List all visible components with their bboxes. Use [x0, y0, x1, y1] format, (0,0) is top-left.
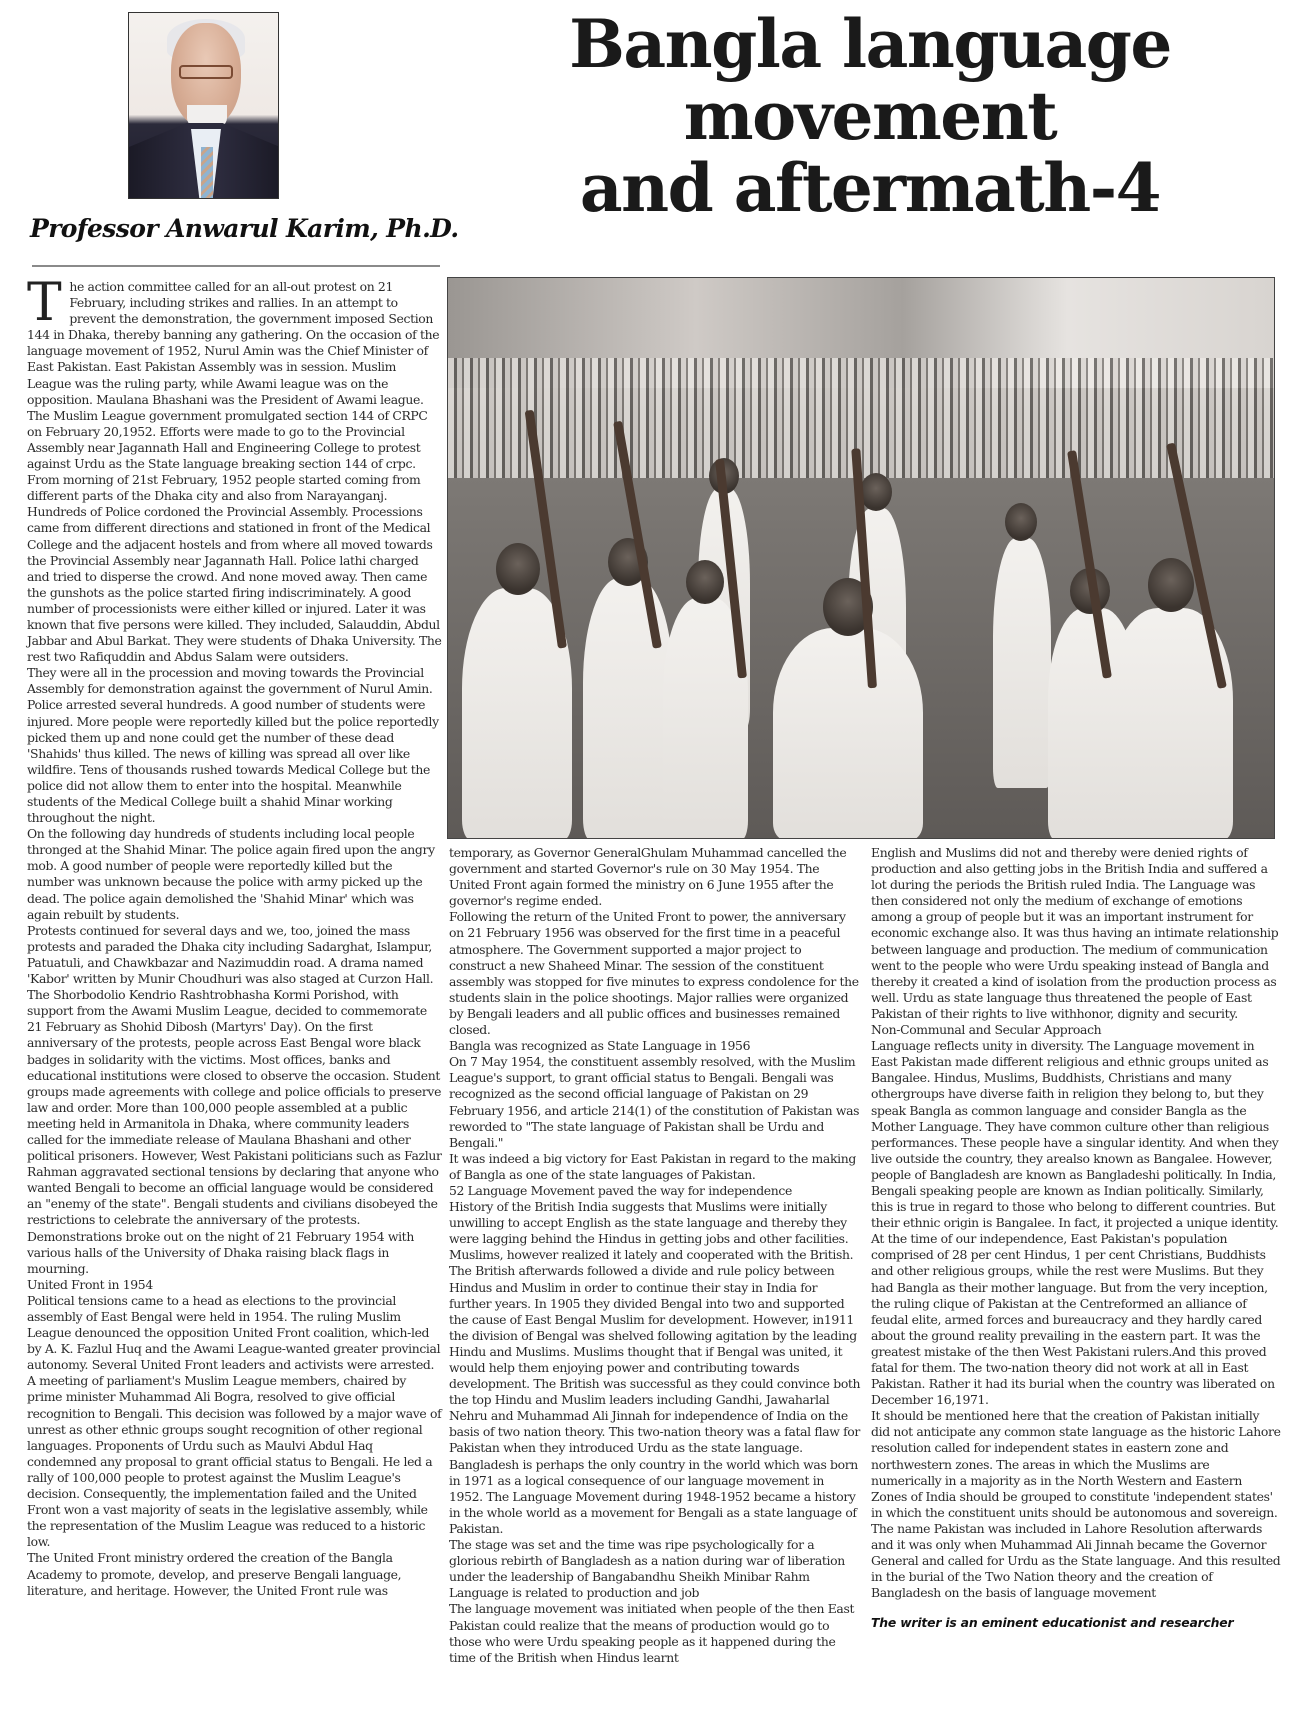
- article-paragraph: The stage was set and the time was ripe psychologically for a glorious rebirth of Bangladesh as a nation during war of liberation under the leadership of Bangabandhu Sheikh Minibar Rahm: [449, 1537, 845, 1585]
- article-paragraph: Language reflects unity in diversity. The Language movement in East Pakistan made different religious and ethnic groups united as Bangalee. Hindus, Muslims, Buddhists, Christians and many othergroups have diverse faith in religion they belong to, but they speak Bangla as common language and consider Bangla as the Mother Language. They have common culture other than religious performances. These people have a singular identity. And when they live outside the country, they arealso known as Bangalee. However, people of Bangladesh are known as Bangladeshi politically. In India, Bengali speaking people are known as Indian politically. Similarly, this is true in regard to those who belong to different countries. But their ethnic origin is Bangalee. In fact, it projected a unique identity.: [871, 1038, 1279, 1231]
- headline-line-2: movement: [683, 77, 1057, 155]
- author-portrait: [128, 12, 279, 199]
- article-paragraph: The language movement was initiated when people of the then East Pakistan could realize that the means of production would go to those who were Urdu speaking people as it happened during the time of the British when Hindus learnt: [449, 1601, 855, 1665]
- article-paragraph: The United Front ministry ordered the creation of the Bangla Academy to promote, develop, and preserve Bengali language, literature, and heritage. However, the United Front rule was: [27, 1550, 402, 1598]
- article-paragraph: It should be mentioned here that the creation of Pakistan initially did not anticipate any common state language as the historic Lahore resolution called for independent states in eastern zone and northwestern zones. The areas in which the Muslims are numerically in a majority as in the North Western and Eastern Zones of India should be grouped to constitute 'independent states' in which the constituent units should be autonomous and sovereign. The name Pakistan was included in Lahore Resolution afterwards and it was only when Muhammad Ali Jinnah became the Governor General and called for Urdu as the State language. And this resulted in the burial of the Two Nation theory and the creation of Bangladesh on the basis of language movement: [871, 1408, 1281, 1601]
- photo-marcher-head: [1148, 558, 1194, 612]
- article-paragraph: At the time of our independence, East Pakistan's population comprised of 28 per cent Hindus, 1 per cent Christians, Buddhists and other religious groups, while the rest were Muslims. But they had Bangla as their mother language. But from the very inception, the ruling clique of Pakistan at the Centreformed an alliance of feudal elite, armed forces and bureaucracy and they hardly cared about the ground reality prevailing in the eastern part. It was the greatest mistake of the then West Pakistani rulers.And this proved fatal for them. The two-nation theory did not work at all in East Pakistan. Rather it had its burial when the country was liberated on December 16,1971.: [871, 1231, 1275, 1408]
- section-subheading: United Front in 1954: [27, 1276, 153, 1292]
- headline-line-3: and aftermath-4: [579, 149, 1161, 227]
- article-paragraph: Following the return of the United Front to power, the anniversary on 21 February 1956 was observed for the first time in a peaceful atmosphere. The Government supported a major project to construct a new Shaheed Minar. The session of the constituent assembly was stopped for five minutes to express condolence for the students slain in the police shootings. Major rallies were organized by Bengali leaders and all public offices and businesses remained closed.: [449, 909, 859, 1038]
- photo-marcher-head: [686, 560, 724, 604]
- article-column-right: [871, 845, 1281, 1632]
- section-subheading: Non-Communal and Secular Approach: [871, 1022, 1102, 1038]
- photo-marcher-head: [1005, 503, 1037, 541]
- article-paragraph: Bangladesh is perhaps the only country in the world which was born in 1971 as a logical consequence of our language movement in 1952. The Language Movement during 1948-1952 became a history in the whole world as a movement for Bengali as a state language of Pakistan.: [449, 1456, 858, 1536]
- article-paragraph: History of the British India suggests that Muslims were initially unwilling to accept English as the state language and thereby they were lagging behind the Hindus in getting jobs and other facilities. Muslims, however realized it lately and cooperated with the British. The British afterwards followed a divide and rule policy between Hindus and Muslim in order to continue their stay in India for further years. In 1905 they divided Bengal into two and supported the cause of East Bengal Muslim for development. However, in1911 the division of Bengal was shelved following agitation by the leading Hindu and Muslims. Muslims thought that if Bengal was united, it would help them enjoying power and contributing towards development. The British was successful as they could convince both the top Hindu and Muslim leaders including Gandhi, Jawaharlal Nehru and Muhammad Ali Jinnah for independence of India on the basis of two nation theory. This two-nation theory was a fatal flaw for Pakistan when they introduced Urdu as the state language.: [449, 1199, 861, 1456]
- procession-photo: [447, 277, 1275, 839]
- article-paragraph: They were all in the procession and moving towards the Provincial Assembly for demonstration against the government of Nurul Amin. Police arrested several hundreds. A good number of students were injured. More people were reportedly killed but the police reportedly picked them up and none could get the number of these dead 'Shahids' thus killed. The news of killing was spread all over like wildfire. Tens of thousands rushed towards Medical College but the police did not allow them to enter into the hospital. Meanwhile students of the Medical College built a shahid Minar working throughout the night.: [27, 665, 439, 826]
- article-paragraph: Protests continued for several days and we, too, joined the mass protests and paraded the Dhaka city including Sadarghat, Islampur, Patuatuli, and Chawkbazar and Nazimuddin road. A drama named 'Kabor' written by Munir Choudhuri was also staged at Curzon Hall. The Shorbodolio Kendrio Rashtrobhasha Kormi Porishod, with support from the Awami Muslim League, decided to commemorate 21 February as Shohid Dibosh (Martyrs' Day). On the first anniversary of the protests, people across East Bengal wore black badges in solidarity with the victims. Most offices, banks and educational institutions were closed to observe the occasion. Student groups made agreements with college and police officials to preserve law and order. More than 100,000 people assembled at a public meeting held in Armanitola in Dhaka, where community leaders called for the immediate release of Maulana Bhashani and other political prisoners. However, West Pakistani politicians such as Fazlur Rahman aggravated sectional tensions by declaring that anyone who wanted Bengali to become an official language would be considered an "enemy of the state". Bengali students and civilians disobeyed the restrictions to celebrate the anniversary of the protests. Demonstrations broke out on the night of 21 February 1954 with various halls of the University of Dhaka raising black flags in mourning.: [27, 922, 442, 1276]
- photo-marcher: [773, 628, 923, 839]
- article-column-left: [27, 273, 442, 1599]
- section-subheading: Language is related to production and job: [449, 1585, 700, 1601]
- portrait-glasses: [179, 65, 233, 79]
- section-subheading: Bangla was recognized as State Language in 1956: [449, 1038, 751, 1054]
- paragraph-text: he action committee called for an all-out protest on 21 February, including strikes and rallies. In an attempt to prevent the demonstration, the government imposed Section 144 in Dhaka, thereby banning any gathering. On the occasion of the language movement of 1952, Nurul Amin was the Chief Minister of East Pakistan. East Pakistan Assembly was in session. Muslim League was the ruling party, while Awami league was on the opposition. Maulana Bhashani was the President of Awami league. The Muslim League government promulgated section 144 of CRPC on February 20,1952. Efforts were made to go to the Provincial Assembly near Jagannath Hall and Engineering College to protest against Urdu as the State language breaking section 144 of crpc. From morning of 21st February, 1952 people started coming from different parts of the Dhaka city and also from Narayanganj. Hundreds of Police cordoned the Provincial Assembly. Processions came from different directions and stationed in front of the Medical College and the adjacent hostels and from where all moved towards the Provincial Assembly near Jagannath Hall. Police lathi charged and tried to disperse the crowd. And none moved away. Then came the gunshots as the police started firing indiscriminately. A good number of processionists were either killed or injured. Later it was known that five persons were killed. They included, Salauddin, Abdul Jabbar and Abul Barkat. They were students of Dhaka University. The rest two Rafiquddin and Abdus Salam were outsiders.: [27, 279, 442, 665]
- article-paragraph: Political tensions came to a head as elections to the provincial assembly of East Bengal were held in 1954. The ruling Muslim League denounced the opposition United Front coalition, which-led by A. K. Fazlul Huq and the Awami League-wanted greater provincial autonomy. Several United Front leaders and activists were arrested. A meeting of parliament's Muslim League members, chaired by prime minister Muhammad Ali Bogra, resolved to give official recognition to Bengali. This decision was followed by a major wave of unrest as other ethnic groups sought recognition of other regional languages. Proponents of Urdu such as Maulvi Abdul Haq condemned any proposal to grant official status to Bengali. He led a rally of 100,000 people to protest against the Muslim League's decision. Consequently, the implementation failed and the United Front won a vast majority of seats in the legislative assembly, while the representation of the Muslim League was reduced to a historic low.: [27, 1292, 442, 1550]
- article-paragraph: temporary, as Governor GeneralGhulam Muhammad cancelled the government and started Governor's rule on 30 May 1954. The United Front again formed the ministry on 6 June 1955 after the governor's regime ended.: [449, 845, 847, 909]
- portrait-tie: [201, 147, 213, 199]
- headline-line-1: Bangla language: [569, 5, 1171, 83]
- author-note: The writer is an eminent educationist and researcher: [871, 1615, 1234, 1631]
- photo-marcher: [583, 578, 673, 839]
- section-subheading: 52 Language Movement paved the way for independence: [449, 1182, 792, 1198]
- article-paragraph: On the following day hundreds of students including local people thronged at the Shahid Minar. The police again fired upon the angry mob. A good number of people were reportedly killed but the number was unknown because the police with army picked up the dead. The police again demolished the 'Shahid Minar' which was again rebuilt by students.: [27, 826, 435, 922]
- article-column-middle: [449, 845, 861, 1666]
- article-paragraph: English and Muslims did not and thereby were denied rights of production and also getting jobs in the British India and suffered a lot during the periods the British ruled India. The Language was then considered not only the medium of exchange of emotions among a group of people but it was an important instrument for economic exchange also. It was thus having an intimate relationship between language and production. The medium of communication went to the people who were Urdu speaking instead of Bangla and thereby it created a kind of isolation from the production process as well. Urdu as state language thus threatened the people of East Pakistan of their rights to live withhonor, dignity and security.: [871, 845, 1279, 1021]
- article-paragraph: [27, 273, 442, 665]
- drop-cap: T: [27, 273, 62, 333]
- photo-marcher-head: [496, 543, 540, 595]
- article-paragraph: On 7 May 1954, the constituent assembly resolved, with the Muslim League's support, to grant official status to Bengali. Bengali was recognized as the second official language of Pakistan on 29 February 1956, and article 214(1) of the constitution of Pakistan was reworded to "The state language of Pakistan shall be Urdu and Bengali.": [449, 1054, 860, 1150]
- page-title: [470, 5, 1270, 227]
- article-paragraph: It was indeed a big victory for East Pakistan in regard to the making of Bangla as one of the state languages of Pakistan.: [449, 1150, 856, 1182]
- byline-divider: [32, 265, 440, 267]
- photo-marcher: [993, 538, 1051, 788]
- author-byline: Professor Anwarul Karim, Ph.D.: [30, 214, 459, 243]
- photo-marcher-head: [860, 473, 892, 511]
